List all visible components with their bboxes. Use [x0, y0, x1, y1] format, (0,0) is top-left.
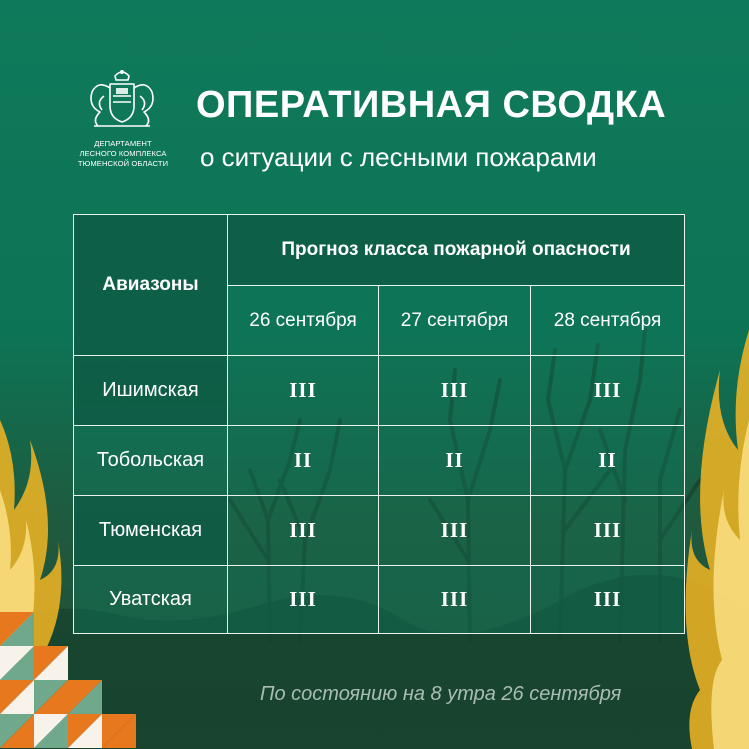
- page-subtitle: о ситуации с лесными пожарами: [200, 142, 597, 172]
- date-label: 28 сентября: [553, 309, 662, 331]
- department-line-3: ТЮМЕНСКОЙ ОБЛАСТИ: [77, 159, 169, 168]
- class-value: III: [289, 587, 317, 611]
- class-cell: [227, 425, 379, 496]
- class-cell: [530, 565, 685, 634]
- zone-name: Тобольская: [96, 449, 205, 471]
- department-line-2: ЛЕСНОГО КОМПЛЕКСА: [79, 149, 167, 158]
- zones-header: Авиазоны: [102, 274, 199, 295]
- date-label: 26 сентября: [249, 309, 357, 331]
- zone-name: Тюменская: [98, 519, 203, 541]
- zone-name: Ишимская: [102, 379, 199, 401]
- class-value: III: [593, 378, 622, 402]
- class-cell: [530, 425, 685, 496]
- zone-name-cell: [73, 355, 228, 426]
- date-header-cell: [378, 285, 531, 356]
- class-cell: [530, 495, 685, 566]
- triangle-pattern-decoration: [0, 612, 140, 749]
- page-title: ОПЕРАТИВНАЯ СВОДКА: [196, 84, 667, 126]
- status-timestamp: По состоянию на 8 утра 26 сентября: [260, 683, 622, 705]
- class-value: II: [293, 448, 313, 472]
- class-cell: [227, 355, 379, 426]
- class-value: III: [440, 518, 469, 542]
- forecast-header-cell: [227, 214, 685, 286]
- class-cell: [227, 565, 379, 634]
- class-value: III: [440, 587, 469, 611]
- forecast-table: [73, 214, 685, 634]
- department-line-1: ДЕПАРТАМЕНТ: [94, 139, 152, 148]
- class-value: III: [440, 378, 469, 402]
- zones-header-cell: [73, 214, 228, 356]
- class-cell: [378, 565, 531, 634]
- class-value: III: [289, 378, 317, 402]
- class-value: II: [445, 448, 464, 472]
- department-name: [64, 139, 182, 169]
- class-cell: [530, 355, 685, 426]
- zone-name-cell: [73, 495, 228, 566]
- class-cell: [378, 355, 531, 426]
- class-cell: [227, 495, 379, 566]
- date-header-cell: [530, 285, 685, 356]
- class-value: III: [289, 518, 317, 542]
- class-value: III: [593, 587, 622, 611]
- class-cell: [378, 425, 531, 496]
- class-cell: [378, 495, 531, 566]
- class-value: II: [598, 448, 617, 472]
- forecast-header: Прогноз класса пожарной опасности: [281, 239, 631, 260]
- date-header-cell: [227, 285, 379, 356]
- flame-right-decoration: [680, 330, 749, 749]
- class-value: III: [593, 518, 622, 542]
- date-label: 27 сентября: [400, 309, 509, 331]
- zone-name: Уватская: [109, 588, 192, 610]
- coat-of-arms-emblem: [82, 66, 162, 132]
- zone-name-cell: [73, 425, 228, 496]
